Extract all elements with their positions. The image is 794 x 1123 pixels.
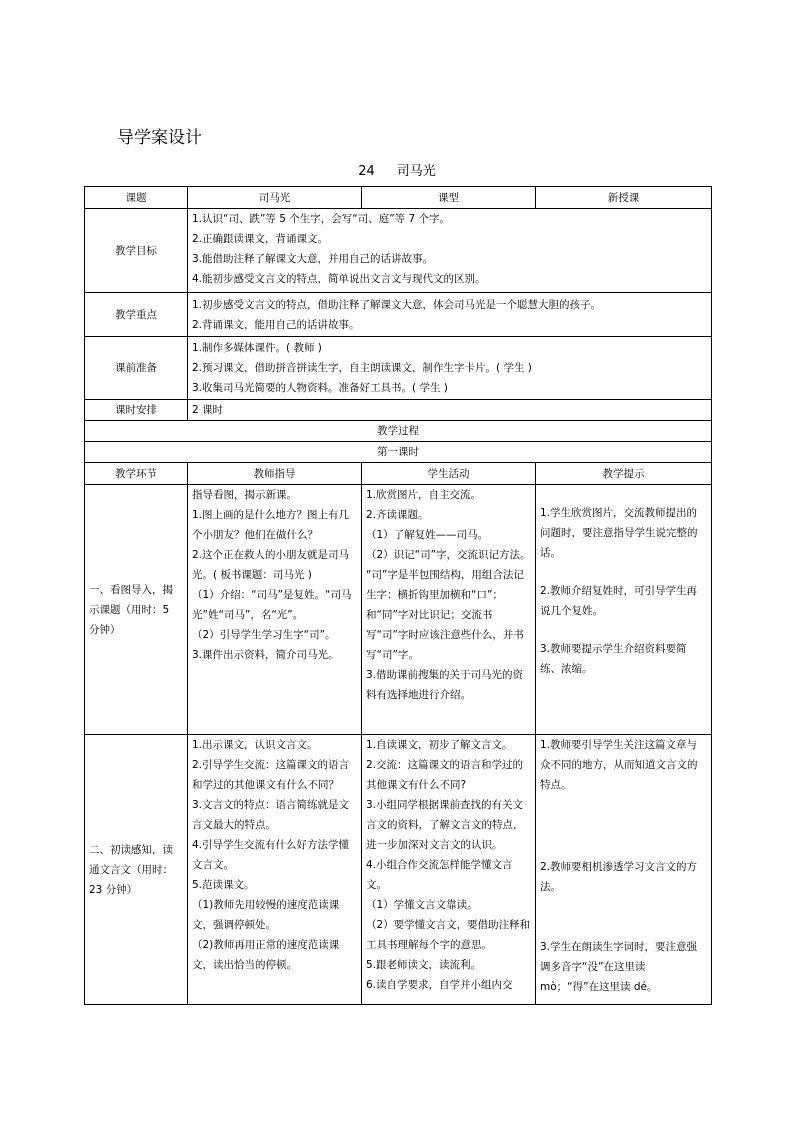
- student-activity: [362, 735, 536, 1005]
- objective-item: 2.正确跟读课文，背诵课文。: [192, 233, 329, 245]
- key-point-item: 1.初步感受文言文的特点，借助注释了解课文大意，体会司马光是一个聪慧大胆的孩子。: [192, 298, 602, 311]
- column-header: 学生活动: [362, 463, 536, 485]
- teacher-step: 1.出示课文，认识文言文。: [192, 739, 318, 751]
- teaching-tips: [536, 485, 712, 735]
- student-step: 1.自读课文，初步了解文言文。: [366, 739, 513, 751]
- process-title: 教学过程: [85, 421, 712, 442]
- header-row: [85, 187, 712, 209]
- key-points-label: 教学重点: [85, 293, 188, 337]
- column-header: 教师指导: [188, 463, 362, 485]
- column-header: 教学环节: [85, 463, 188, 485]
- objectives-row: [85, 209, 712, 293]
- teacher-step: 2.引导学生交流：这篇课文的语言和学过的其他课文有什么不同？: [192, 759, 350, 791]
- topic-value: 司马光: [188, 187, 362, 209]
- lesson-plan-table: [84, 186, 712, 1005]
- student-step: 3.借助课前搜集的关于司马光的资料有选择地进行介绍。: [366, 669, 524, 701]
- topic-label: 课题: [85, 187, 188, 209]
- preparation-label: 课前准备: [85, 337, 188, 400]
- schedule-value: 2 课时: [188, 400, 712, 421]
- student-step: 6.读自学要求，自学并小组内交: [366, 979, 513, 991]
- column-header-row: [85, 463, 712, 485]
- objectives-label: 教学目标: [85, 209, 188, 293]
- lesson-number: 24: [358, 164, 375, 179]
- schedule-label: 课时安排: [85, 400, 188, 421]
- student-step: （2）识记“司”字，交流识记方法。: [366, 549, 531, 561]
- key-point-item: 2.背诵课文，能用自己的话讲故事。: [192, 318, 360, 331]
- student-step: 5.跟老师读文，读流利。: [366, 959, 482, 971]
- student-step: 2.齐读课题。: [366, 509, 429, 521]
- preparation-item: 1.制作多媒体课件。( 教师 ): [192, 342, 322, 354]
- student-step: （1）学懂文言文靠读。: [366, 899, 478, 911]
- student-step: 1.欣赏图片，自主交流。: [366, 489, 482, 501]
- student-step: 2.交流：这篇课文的语言和学过的其他课文有什么不同?: [366, 759, 524, 791]
- stage-row: [85, 485, 712, 735]
- tip-item: 2.教师要相机渗透学习文言文的方法。: [540, 861, 698, 893]
- stage-title: 一、看图导入，揭示课题（用时：5 分钟）: [85, 485, 188, 735]
- key-points-content: [188, 293, 712, 337]
- tip-item: 1.教师要引导学生关注这篇文章与众不同的地方，从而知道文言文的特点。: [540, 739, 698, 791]
- objectives-content: [188, 209, 712, 293]
- period-title: 第一课时: [85, 442, 712, 463]
- teacher-step: 3.课件出示资料，简介司马光。: [192, 649, 339, 661]
- process-title-row: [85, 421, 712, 442]
- document-heading: 导学案设计: [117, 128, 202, 148]
- student-step: 3.小组同学根据课前查找的有关文言文的资料，了解文言文的特点，进一步加深对文言文的认识。: [366, 799, 524, 851]
- teacher-step: 1.图上画的是什么地方？图上有几个小朋友？他们在做什么？: [192, 509, 350, 541]
- preparation-content: [188, 337, 712, 400]
- objective-item: 4.能初步感受文言文的特点，简单说出文言文与现代文的区别。: [192, 273, 486, 285]
- preparation-item: 2.预习课文，借助拼音拼读生字，自主朗读课文，制作生字卡片。( 学生 ): [192, 362, 532, 374]
- tip-item: 2.教师介绍复姓时，可引导学生再说几个复姓。: [540, 585, 698, 617]
- teacher-step: （2）引导学生学习生字“司”。: [192, 629, 336, 641]
- student-step: “司”字是半包围结构，用组合法记生字：横折钩里加横和“口”；和“同”字对比识记；交流书写“司”字时应该注意些什么，并书写“司”字。: [366, 569, 524, 661]
- lesson-type-value: 新授课: [536, 187, 712, 209]
- tip-item: 3.教师要提示学生介绍资料要简练、浓缩。: [540, 643, 687, 675]
- objective-item: 3.能借助注释了解课文大意，并用自己的话讲故事。: [192, 253, 434, 265]
- key-points-row: [85, 293, 712, 337]
- teacher-step: 指导看图，揭示新课。: [192, 489, 297, 501]
- teacher-step: 4.引导学生交流有什么好方法学懂文言文。: [192, 839, 350, 871]
- preparation-item: 3.收集司马光简要的人物资料。准备好工具书。( 学生 ): [192, 382, 448, 394]
- stage-row: [85, 735, 712, 1005]
- column-header: 教学提示: [536, 463, 712, 485]
- period-title-row: [85, 442, 712, 463]
- tip-item: 3.学生在朗读生字词时，要注意强调多音字“没”在这里读 mò；“得”在这里读 dé。: [540, 941, 698, 993]
- teacher-step: （1)教师先用较慢的速度范读课文，强调停顿处。: [192, 899, 340, 931]
- student-activity: [362, 485, 536, 735]
- teacher-guidance: [188, 735, 362, 1005]
- teacher-guidance: [188, 485, 362, 735]
- teacher-step: 5.范读课文。: [192, 879, 255, 891]
- teacher-step: 3.文言文的特点：语言简练就是文言文最大的特点。: [192, 799, 350, 831]
- teacher-step: （2)教师再用正常的速度范读课文，读出恰当的停顿。: [192, 939, 340, 971]
- student-step: （2）要学懂文言文，要借助注释和工具书理解每个字的意思。: [366, 919, 531, 951]
- teaching-tips: [536, 735, 712, 1005]
- schedule-row: [85, 400, 712, 421]
- lesson-type-label: 课型: [362, 187, 536, 209]
- student-step: （1）了解复姓——司马。: [366, 529, 489, 541]
- stage-title: 二、初读感知，读通文言文（用时：23 分钟）: [85, 735, 188, 1005]
- preparation-row: [85, 337, 712, 400]
- lesson-title: [0, 160, 794, 179]
- tip-item: 1.学生欣赏图片，交流教师提出的问题时，要注意指导学生说完整的话。: [540, 507, 698, 559]
- objective-item: 1.认识“司、跌”等 5 个生字，会写“司、庭”等 7 个字。: [192, 213, 450, 225]
- lesson-name: 司马光: [396, 164, 436, 179]
- teacher-step: （1）介绍：“司马”是复姓。“司马光”姓“司马”，名“光”。: [192, 589, 352, 621]
- teacher-step: 2.这个正在救人的小朋友就是司马光。( 板书课题：司马光 ): [192, 549, 350, 581]
- student-step: 4.小组合作交流怎样能学懂文言文。: [366, 859, 513, 891]
